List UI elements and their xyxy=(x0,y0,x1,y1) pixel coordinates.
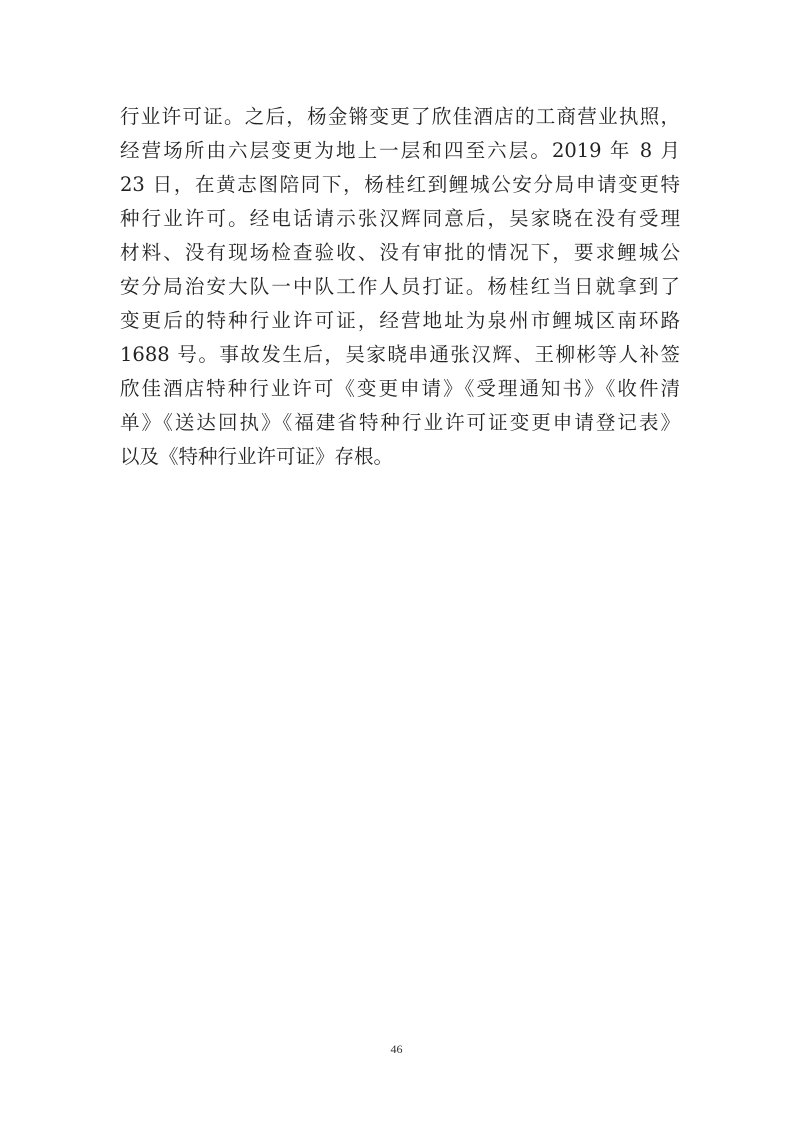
text-line: 1688 号。事故发生后，吴家晓串通张汉辉、王柳彬等人补签 xyxy=(120,343,680,366)
text-line: 材料、没有现场检查验收、没有审批的情况下，要求鲤城公 xyxy=(120,241,680,264)
text-line: 安分局治安大队一中队工作人员打证。杨桂红当日就拿到了 xyxy=(120,275,680,298)
body-paragraph xyxy=(120,100,680,474)
page-number: 46 xyxy=(390,1042,403,1056)
text-line: 种行业许可。经电话请示张汉辉同意后，吴家晓在没有受理 xyxy=(120,207,680,230)
text-line: 变更后的特种行业许可证，经营地址为泉州市鲤城区南环路 xyxy=(120,309,680,332)
text-line: 行业许可证。之后，杨金锵变更了欣佳酒店的工商营业执照， xyxy=(120,105,680,128)
text-line: 单》《送达回执》《福建省特种行业许可证变更申请登记表》 xyxy=(120,411,680,434)
text-line: 以及《特种行业许可证》存根。 xyxy=(120,445,394,468)
text-line: 欣佳酒店特种行业许可《变更申请》《受理通知书》《收件清 xyxy=(120,377,680,400)
text-line: 23 日，在黄志图陪同下，杨桂红到鲤城公安分局申请变更特 xyxy=(120,173,680,196)
text-line: 经营场所由六层变更为地上一层和四至六层。2019 年 8 月 xyxy=(120,139,680,162)
